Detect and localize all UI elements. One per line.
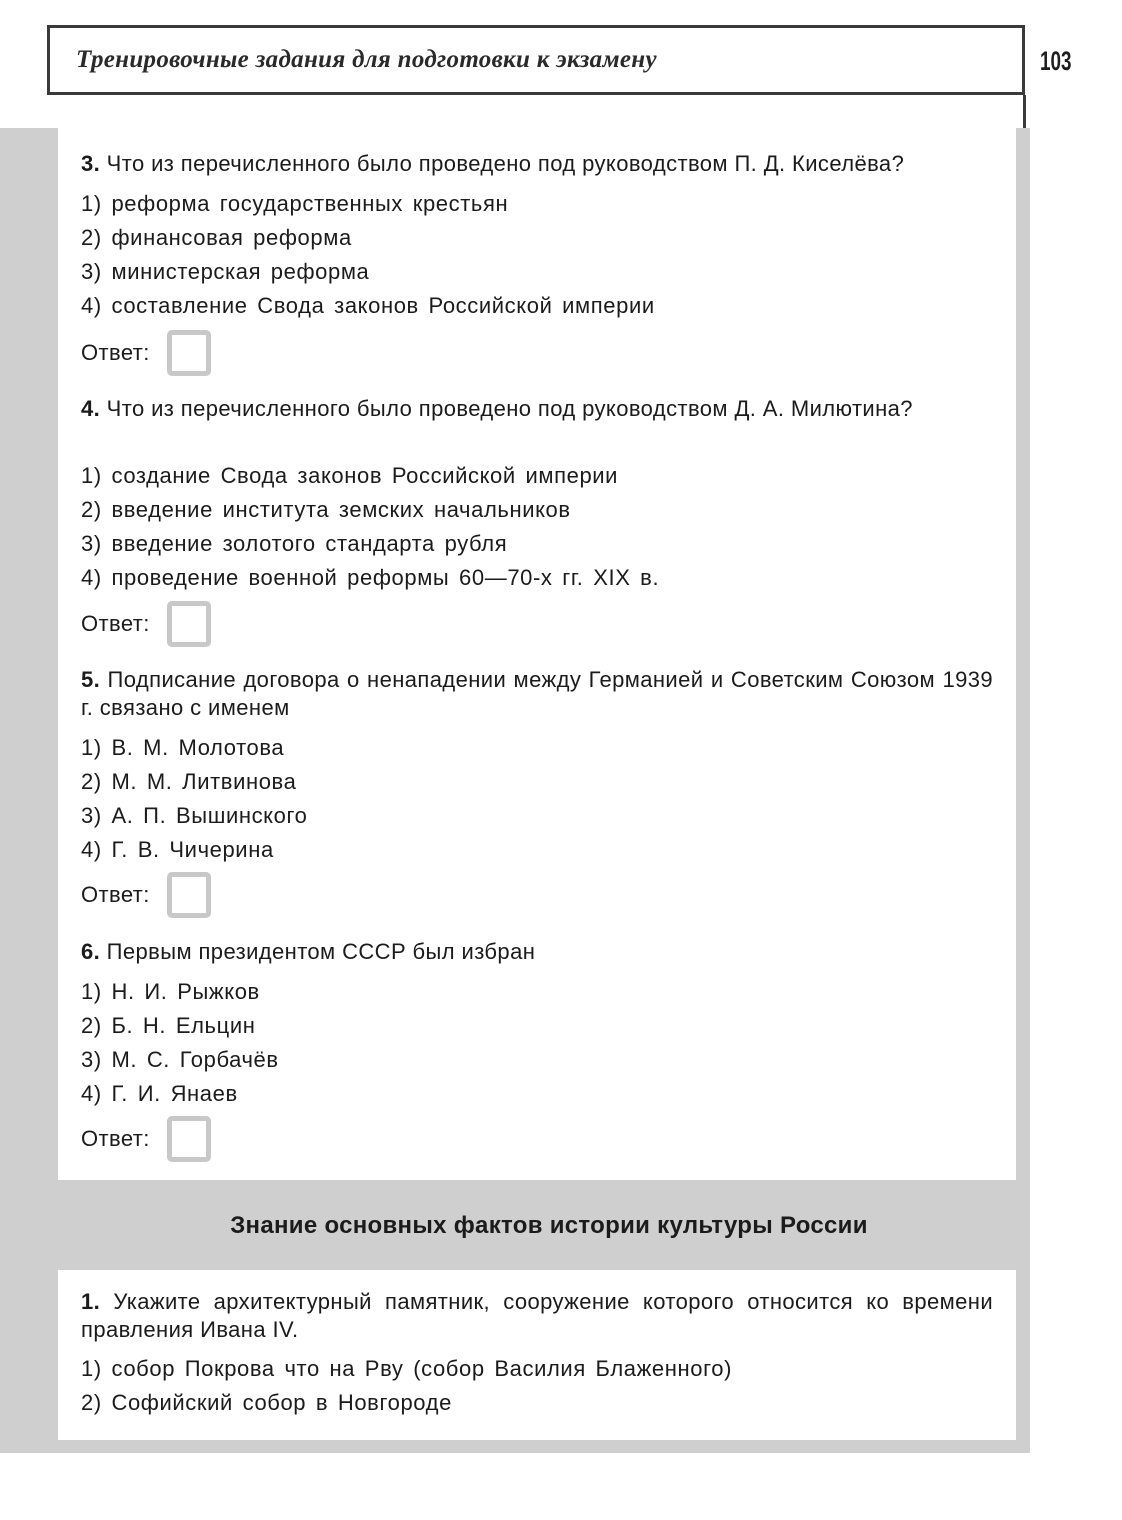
option: 2) финансовая реформа [81, 225, 352, 250]
question-5 [81, 666, 993, 722]
option: 3) М. С. Горбачёв [81, 1047, 279, 1072]
option: 4) Г. И. Янаев [81, 1081, 238, 1106]
option: 1) В. М. Молотова [81, 735, 285, 760]
section-question-1 [81, 1288, 993, 1344]
question-number: 3. [81, 151, 101, 176]
question-number: 1. [81, 1289, 101, 1314]
option: 4) составление Свода законов Российской империи [81, 293, 655, 318]
answer-label: Ответ: [81, 882, 150, 907]
option: 4) Г. В. Чичерина [81, 837, 274, 862]
page-number: 103 [1040, 46, 1072, 76]
answer-box[interactable] [167, 872, 211, 918]
section-heading: Знание основных фактов истории культуры России [230, 1212, 868, 1239]
question-4 [81, 395, 993, 423]
option: 2) введение института земских начальников [81, 497, 571, 522]
question-text: Что из перечисленного было проведено под руководством Д. А. Милютина? [106, 396, 913, 421]
option: 3) министерская реформа [81, 259, 370, 284]
question-3 [81, 150, 993, 178]
question-text: Что из перечисленного было проведено под руководством П. Д. Киселёва? [106, 151, 905, 176]
answer-box[interactable] [167, 330, 211, 376]
option: 2) Софийский собор в Новгороде [81, 1390, 452, 1415]
option: 3) А. П. Вышинского [81, 803, 308, 828]
answer-label: Ответ: [81, 340, 150, 365]
answer-box[interactable] [167, 1116, 211, 1162]
header-box [47, 25, 1025, 95]
question-number: 5. [81, 667, 101, 692]
option: 4) проведение военной реформы 60—70-х гг. XIX в. [81, 565, 660, 590]
question-number: 6. [81, 939, 101, 964]
option: 2) М. М. Литвинова [81, 769, 297, 794]
option: 1) реформа государственных крестьян [81, 191, 509, 216]
answer-label: Ответ: [81, 611, 150, 636]
option: 1) создание Свода законов Российской империи [81, 463, 619, 488]
header-title: Тренировочные задания для подготовки к экзамену [76, 46, 657, 73]
option: 1) собор Покрова что на Рву (собор Василия Блаженного) [81, 1356, 732, 1381]
answer-box[interactable] [167, 601, 211, 647]
question-text: Укажите архитектурный памятник, сооружение которого относится ко времени правления Ивана IV. [81, 1289, 994, 1342]
question-6 [81, 938, 993, 966]
question-number: 4. [81, 396, 101, 421]
option: 3) введение золотого стандарта рубля [81, 531, 508, 556]
option: 2) Б. Н. Ельцин [81, 1013, 256, 1038]
question-text: Первым президентом СССР был избран [106, 939, 536, 964]
answer-label: Ответ: [81, 1126, 150, 1151]
question-text: Подписание договора о ненападении между Германией и Советским Союзом 1939 г. связано с именем [81, 667, 993, 720]
option: 1) Н. И. Рыжков [81, 979, 260, 1004]
